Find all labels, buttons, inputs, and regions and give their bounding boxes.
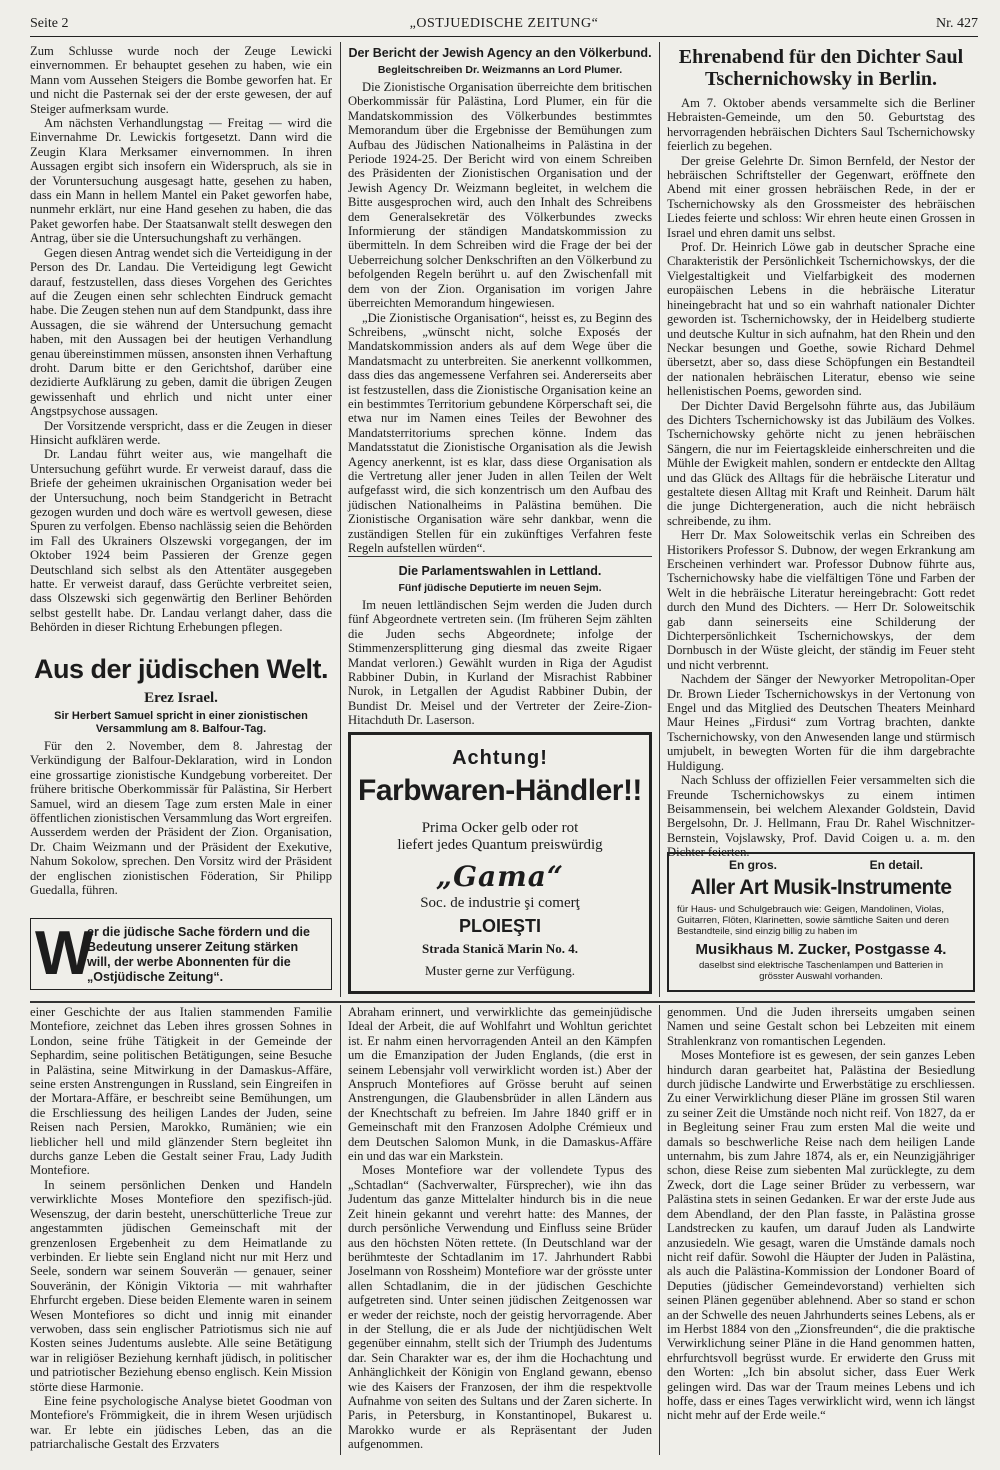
ehrenabend-article — [667, 44, 975, 860]
paragraph: Nachdem der Sänger der Newyorker Metropolitan-Oper Dr. Brown Lieder Tschernichowskys in der Vertonung von Engel und das Mitglied des Deutschen Theaters Meinhard Maur Heines „Firdusi“ zum Vortrag brachten, dankte Tschernichowsky, von den Anwesenden lange und stürmisch umjubelt, in bewegten Worten für die ihm dargebrachte Huldigung. — [667, 672, 975, 773]
ad-line: Muster gerne zur Verfügung. — [425, 963, 575, 978]
drop-cap: W — [35, 919, 94, 988]
paragraph: Zum Schlusse wurde noch der Zeuge Lewicki einvernommen. Er behauptet gesehen zu haben, wie ein Mann vom Aussehen Steigers die Bombe geworfen hat. Er und nicht die Pasternak sei der der erste gewesen, der auf Steiger aufmerksam wurde. — [30, 44, 332, 116]
ad-company: Soc. de industrie şi comerţ — [420, 895, 580, 911]
paragraph: Für den 2. November, dem 8. Jahrestag der Verkündigung der Balfour-Deklaration, wird in London eine grossartige zionistische Kundgebung vorbereitet. Der frühere britische Oberkommissär für Palästina, Sir Herbert Samuel, wird an diesem Tage zum ersten Male in einer öffentlichen zionistischen Versammlung das Wort ergreifen. Ausserdem werden der Präsident der Zion. Organisation, Dr. Chaim Weizmann und der Präsident der Exekutive, Nahum Sokolow, sprechen. Den Vorsitz wird der Präsident der englischen zionistischen Föderation, Sir Philipp Guedalla, führen. — [30, 739, 332, 898]
paragraph: Prof. Dr. Heinrich Löwe gab in deutscher Sprache eine Charakteristik der Persönlichkeit Tschernichowskys, der die Vielgestaltigkeit und Vielfarbigkeit des modernen europäischen Lebens in die hebräische Literatur hineingebracht hat und so ein wahrhaft nationaler Dichter geworden ist. Tschernichowsky, der in Heidelberg studierte und deutsche Kultur in sich aufnahm, hat den Rhein und den Neckar besungen und Goethe, sowie Richard Dehmel übersetzt, aber so, dass diese Schöpfungen ein Bestandteil der nationalen hebräischen Literatur, ebenso wie seine hellenistischen Poems, geworden sind. — [667, 240, 975, 399]
paragraph: In seinem persönlichen Denken und Handeln verwirklichte Moses Montefiore den spezifisch-jüd. Wesenszug, der darin besteht, unerschütterliche Treue zur angestammten jüdischen Gemeinschaft mit der grenzenlosen Ergebenheit zu dem Heimatlande zu verbinden. Er liebte sein England nicht nur mit Herz und Seele, sondern war seinem Souverän — genauer, seiner Souveränin, der Königin Viktoria — mit wahrhafter Ehrfurcht ergeben. Diese beiden Elemente waren in seinem Wesen Montefiores so dicht und innig mit einander verwoben, dass sein englischer Patriotismus sich nie auf Kosten seines Judentums auslebte. Alle seine Betätigung war in religiöser Beziehung kernhaft jüdisch, in politischer und patriotischer Beziehung ebenso englisch. Kein Mission störte diese Harmonie. — [30, 1177, 332, 1394]
page-header — [30, 14, 978, 37]
column-divider — [659, 42, 660, 997]
ad-headline: Aller Art Musik-Instrumente — [690, 876, 952, 899]
paragraph: Am nächsten Verhandlungstag — Freitag — wird die Einvernahme Dr. Lewickis fortgesetzt. Dann wird die Zeugin Klara Merksamer einvernommen. In ihren Aussagen ergibt sich insofern ein Widerspruch, als sie in der Voruntersuchung ausgesagt hatte, gesehen zu haben, dass ein Mann in hellem Mantel ein Paket geworfen habe, nunmehr erklärt, nur eine Hand gesehen zu haben, die das Paket geworfen habe. Der Staatsanwalt stellt deswegen den Antrag, über sie die Untersuchungshaft zu verhängen. — [30, 116, 332, 246]
paragraph: Herr Dr. Max Soloweitschik verlas ein Schreiben des Historikers Professor S. Dubnow, der wegen Erkrankung am Erscheinen verhindert war. Professor Dubnow führte aus, Tschernichowsky habe die vielfältigen Töne und Farben der Welt in die hebräische Literatur hereingebracht: Gott redet durch den Mund des Dichters. — Herr Dr. Soloweitschik gab dann seinerseits eine Schilderung der Dichterpersönlichkeit Tschernichowskys, der dem Dornbusch in der Wüste gleicht, der ständig im Feuer steht und nicht verbrennt. — [667, 528, 975, 672]
paragraph: Im neuen lettländischen Sejm werden die Juden durch fünf Abgeordnete vertreten sein. (Im früheren Sejm zählten die Juden sechs Abgeordnete; infolge der Stimmenzersplitterung ging diesmal das zweite Rigaer Mandat verloren.) Gewählt wurden in Riga der Agudist Rabbiner Dubin, in Kurland der Misrachist Rabbiner Nurok, in Letgallen der Agudist Rabbiner Dubin, der Bundist Dr. Meisel und der Vertreter der Zeire-Zion-Hitachduth Dr. Laserson. — [348, 598, 652, 728]
montefiore-article-col3 — [667, 1005, 975, 1455]
jewish-agency-article — [348, 44, 652, 555]
paragraph: Die Zionistische Organisation überreichte dem britischen Oberkommissär für Palästina, Lord Plumer, ein für die Mandatskommission des Völkerbundes bestimmtes Memorandum über die Ergebnisse der Bemühungen zum Aufbau des Jüdischen Nationalheims in Palästina in der Periode 1924-25. Der Bericht wird von einem Schreiben des Präsidenten der Zionistischen Organisation und der Jewish Agency Dr. Weizmann begleitet, in welchem die Bitte ausgesprochen wird, auch den Inhalt des Schreibens dem Generalsekretär des Völkerbundes zwecks Informierung der ständigen Mandatskommission zu übermitteln. In dem Schreiben wird die Frage der bei der Ueberreichung solcher Denkschriften an den Völkerbund zu befolgenden Regeln berührt u. auf den Zwischenfall mit dem von der Zion. Organisation im vorigen Jahre überreichten Memorandum hingewiesen. — [348, 80, 652, 311]
paragraph: Abraham erinnert, und verwirklichte das gemeinjüdische Ideal der Arbeit, die auf Wohlfahrt und Wohltun gerichtet ist. Er nahm einen hervorragenden Anteil an den Kämpfen um die Emanzipation der Juden Englands, (die erst in seinem Lebensjahr voll verwirklicht worden ist.) Aber der Anspruch Montefiores auf Grösse beruht auf seinen Anstrengungen, die Glaubensbrüder in allen Ländern aus der Knechtschaft zu befreien. Im Jahre 1840 griff er in Gemeinschaft mit den Franzosen Adolphe Crémieux und dem Deutschen Salomon Munk, in die Damaskus-Affäre ein und das war ein Markstein. — [348, 1005, 652, 1164]
ad-line: Achtung! — [452, 747, 548, 769]
article-heading: Der Bericht der Jewish Agency an den Völkerbund. — [348, 46, 652, 60]
paragraph: Nach Schluss der offiziellen Feier versammelten sich die Freunde Tschernichowskys zu einem intimen Beisammensein, bei welchem Alexander Goldstein, David Bergelsohn, Dr. J. Hellmann, Frau Dr. Rahel Wischnitzer-Bernstein, Vojslawsky, Prof. David Coigen u. a. m. den Dichter feierten. — [667, 773, 975, 860]
paragraph: Moses Montefiore ist es gewesen, der sein ganzes Leben hindurch daran gearbeitet hat, Palästina der Besiedlung durch jüdische Landwirte und Erwerbstätige zu erschliessen. Zu einer Verwirklichung dieser Pläne im grossen Stil waren zu seiner Zeit die Umstände noch nicht reif. Von 1827, da er in Begleitung seiner Frau zum ersten Mal die weite und damals so beschwerliche Reise nach dem heiligen Lande unternahm, bis zum Jahre 1874, als er, ein Neunzigjähriger schon, diese Reise zum siebenten Mal zurücklegte, zu dem Zweck, dort die Lage seiner Brüder zu verbessern, war Palästina stets in seinen Gedanken. Er war der erste Jude aus dem Abendland, der den Plan fasste, in Palästina grosse Landstrecken zu kaufen, um darauf Juden als Landwirte anzusiedeln. Wie gesagt, waren die Umstände damals noch nicht reif dafür. Sowohl die Häupter der Juden in Palästina, als auch die Palästina-Kommission der Londoner Board of Deputies (jüdischer Gemeindevorstand) verhielten sich seinen Plänen gegenüber ablehnend. Aber so stand er schon an der Schwelle des neuen Jahrhunderts seines Lebens, als er im Herbst 1884 von den „Zionsfreunden“, die die praktische Verwirklichung seiner Pläne in die Hand genommen hatten, ehrfurchtsvoll begrüsst wurde. Er erwiderte den Gruss mit den Worten: „Ich bin absolut sicher, dass Euer Werk gelingen wird. Das war der Traum meines Lebens und ich hoffe, dass er eines Tages verwirklicht wird, wenn ich längst nicht mehr auf der Erde weile.“ — [667, 1048, 975, 1423]
paragraph: Der greise Gelehrte Dr. Simon Bernfeld, der Nestor der hebräischen Schriftsteller der Gegenwart, eröffnete den Abend mit einer grossen hebräischen Rede, in der er Tschernichowsky als den Grossmeister des hebräischen Liedes feierte und schloss: Wir ehren heute einen Grossen in Israel und ehren damit uns selbst. — [667, 153, 975, 240]
subsection-heading: Erez Israel. — [144, 690, 218, 706]
column-divider — [340, 42, 341, 997]
article-subtitle: Sir Herbert Samuel spricht in einer zionistischen Versammlung am 8. Balfour-Tag. — [54, 710, 308, 735]
music-advertisement — [667, 852, 975, 992]
ad-brand: „Gama“ — [435, 860, 565, 893]
newspaper-title: „OSTJUEDISCHE ZEITUNG“ — [409, 16, 599, 31]
ad-description: für Haus- und Schulgebrauch wie: Geigen, Mandolinen, Violas, Guitarren, Flöten, Klarinetten, sowie sämtliche Saiten und deren Bestandteile, sind einzig billig zu haben im — [677, 904, 949, 937]
paragraph: Moses Montefiore war der vollendete Typus des „Schtadlan“ (Sachverwalter, Fürsprecher), wie ihn das Judentum das ganze Mittelalter hindurch bis in die neue Zeit hinein gekannt und verehrt hatte: des Mannes, der durch persönliche Verwendung und Einfluss seine Brüder aus den höchsten Nöten rettete. (In Deutschland war der berühmteste der Schtadlanim im 17. Jahrhundert Rabbi Joselmann von Rossheim) Montefiore war der grösste unter allen Schtadlanim, die in der jüdischen Geschichte aufgetreten sind. Unter seinen jüdischen Zeitgenossen war er weder der reichste, noch der geistig hervorragende. Aber in der Stellung, die er als Jude der nichtjüdischen Welt gegenüber einnahm, stellt sich der Triumph des Judentums dar. Sein Charakter war es, der ihm die Hochachtung und Anhänglichkeit der Königin von England gewann, ebenso wie des Kaisers der Franzosen, der ihm die respektvolle Aufnahme von seiten des Sultans und der Zaren sicherte. In Paris, in Petersburg, in Konstantinopel, Bukarest u. Marokko wurde er als Repräsentant der Juden aufgenommen. — [348, 1163, 652, 1452]
ad-line: liefert jedes Quantum preiswürdig — [397, 837, 603, 853]
trial-report — [30, 44, 332, 644]
ad-shop: Musikhaus M. Zucker, Postgasse 4. — [695, 941, 947, 958]
article-subtitle: Begleitschreiben Dr. Weizmanns an Lord Plumer. — [377, 64, 623, 76]
article-heading: Ehrenabend für den Dichter Saul Tschernichowsky in Berlin. — [678, 46, 964, 90]
ad-line: Prima Ocker gelb oder rot — [421, 820, 579, 836]
ad-address: Strada Stanică Marin No. 4. — [422, 941, 578, 956]
ad-label: En gros. — [729, 858, 778, 872]
paragraph: Eine feine psychologische Analyse bietet Goodman von Montefiore's Frömmigkeit, die in ihrem Wesen urjüdisch war. Er lebte ein jüdisches Leben, das an die patriarchalische Gestalt des Erzvaters — [30, 1393, 332, 1452]
paragraph: Am 7. Oktober abends versammelte sich die Berliner Hebraisten-Gemeinde, um den 50. Geburtstag des hervorragenden hebräischen Dichters Saul Tschernichowsky feierlich zu begehen. — [667, 96, 975, 154]
montefiore-article-col1 — [30, 1005, 332, 1455]
paragraph: einer Geschichte der aus Italien stammenden Familie Montefiore, zeichnet das Leben ihres grossen Sohnes in London, seine frühe Tätigkeit in der Gemeinde der Sephardim, seine politischen Betätigungen, seine Besuche in Palästina, seine Mitwirkung in der Damaskus-Affäre, seine ersten Anstrengungen in Russland, sein Eingreifen in der Mortara-Affäre, er beschreibt seine Bemühungen, um die Erschliessung des heiligen Landes der Juden, seine Reisen nach Persien, Marokko, Rumänien; wie ein lieblicher hell und mild glänzender Stern begleitet ihn durchs ganze Leben die Gestalt seiner Frau, Lady Judith Montefiore. — [30, 1005, 332, 1178]
promo-text: er die jüdische Sache fördern und die Bedeutung unserer Zeitung stärken will, der werbe Abonnenten für die „Ostjüdische Zeitung“. — [87, 925, 310, 984]
page-label: Seite 2 — [30, 16, 69, 31]
paragraph: genommen. Und die Juden ihrerseits umgaben seinen Namen und seine Gestalt schon bei Lebzeiten mit einem Strahlenkranz von romantischen Legenden. — [667, 1005, 975, 1048]
section-divider — [30, 1001, 975, 1003]
ad-description: daselbst sind elektrische Taschenlampen und Batterien in grösster Auswahl vorhanden. — [698, 960, 944, 982]
paragraph: „Die Zionistische Organisation“, heisst es, zu Beginn des Schreibens, „wünscht nicht, solche Exposés der Mandatskommission anders als auf dem Wege über die Mandatsmacht zu unterbreiten. Sie anerkennt vollkommen, dass dies das angemessene Verfahren sei. Andererseits aber ist festzustellen, dass die Zionistische Organisation keine an ein bestimmtes Territorium gebundene Körperschaft sei, die etwa nur im Namen eines Teiles der Bewohner des Mandatsterritoriums sprechen könne. Indem das Mandatsstatut die Zionistische Organisation als die Jewish Agency anerkennt, ist es klar, dass diese Organisation als die Vertretung aller jener Juden in allen Teilen der Welt aufgefasst wird, die sich konzentrisch um den Aufbau des jüdischen Nationalheims in Palästina bemühen. Die Zionistische Organisation wäre sehr dankbar, wenn die zuständigen Stellen für ein zukünftiges Verfahren feste Regeln aufstellen würden“. — [348, 310, 652, 555]
montefiore-article-col2 — [348, 1005, 652, 1455]
column-divider — [659, 1005, 660, 1455]
article-subtitle: Fünf jüdische Deputierte im neuen Sejm. — [398, 582, 602, 594]
paragraph: Der Vorsitzende verspricht, dass er die Zeugen in dieser Hinsicht aufklären werde. — [30, 418, 332, 447]
issue-number: Nr. 427 — [936, 16, 978, 31]
section-heading: Aus der jüdischen Welt. — [33, 654, 329, 684]
gama-advertisement — [348, 732, 652, 994]
paragraph: Gegen diesen Antrag wendet sich die Verteidigung in der Person des Dr. Landau. Die Verteidigung legt Gewicht darauf, festzustellen, dass dieses Vorgehen des Gerichtes auf die Zeugen einen sehr schlechten Eindruck gemacht habe. Die Zeugen stehen nun auf dem Standpunkt, dass ihre Aussagen, die sie während der Untersuchung gemacht haben, mit den Aussagen bei der heutigen Verhandlung genau übereinstimmen müssen, ansonsten ihnen Verhaftung droht. Darum bitte er den Gerichtshof, darüber eine dezidierte Aufklärung zu geben, damit die übrigen Zeugen gewissenhaft und ehrlich und nicht unter einer Angstpsychose aussagen. — [30, 245, 332, 419]
divider — [348, 556, 652, 557]
article-heading: Die Parlamentswahlen in Lettland. — [398, 564, 602, 578]
paragraph: Der Dichter David Bergelsohn führte aus, das Jubiläum des Dichters Tschernichowsky ist das Jubiläum des Volkes. Tschernichowsky gehörte nicht zu jenen hebräischen Sängern, die nur im Feiertagskleide einherschreiten und die Mühle der Ewigkeit mahlen, sondern er entdeckte den Alltag und das Glück des Alltags für die hebräische Literatur und gestaltete diesen Alltag mit Kraft und Reinheit. Darum hält die junge Dichtergeneration, auch die nicht hebräisch schreibende, zu ihm. — [667, 398, 975, 528]
paragraph: Dr. Landau führt weiter aus, wie mangelhaft die Untersuchung geführt wurde. Er verweist darauf, dass die Briefe der geheimen ukrainischen Organisation weder bei der Untersuchung, noch beim Standgericht in Betracht gezogen wurden und doch wäre es wertvoll gewesen, diese Spuren zu verfolgen. Ebenso nachlässig seien die Behörden im Fall des Ukrainers Olszewski vorgegangen, der im Oktober 1924 beim Passieren der Grenze gegen Deutschland sich selbst als den Attentäter ausgegeben hatte. Er verweist darauf, dass Gerüchte verbreitet seien, dass Olszewski sich gegenwärtig den Berliner Behörden selbst gestellt habe. Dr. Landau verlangt daher, dass die Behörden in dieser Richtung Erhebungen pflegen. — [30, 447, 332, 635]
column-divider — [340, 1005, 341, 1455]
promo-box — [30, 918, 332, 990]
ad-headline: Farbwaren-Händler!! — [358, 774, 642, 807]
ad-city: PLOIEŞTI — [458, 916, 541, 936]
latvia-article — [348, 562, 652, 728]
ad-label: En detail. — [869, 858, 923, 872]
jewish-world-section — [30, 652, 332, 910]
